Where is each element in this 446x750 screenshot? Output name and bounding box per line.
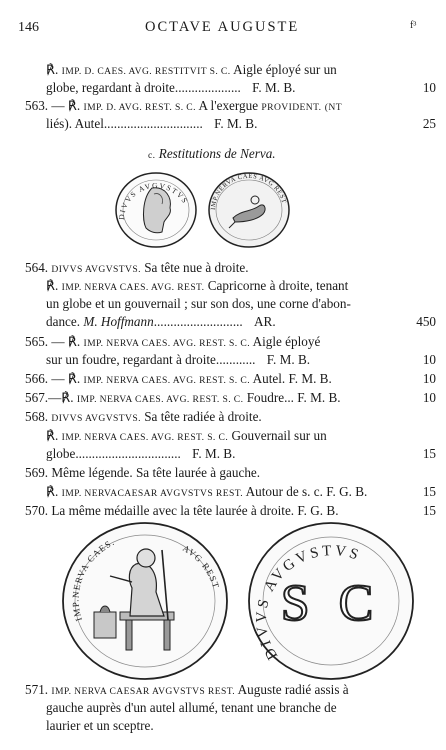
entry-568-line1 (25, 409, 262, 427)
reverse-mark: ℟. (46, 428, 59, 443)
entry-565-line2 (46, 352, 310, 368)
entry-565-line1 (25, 334, 320, 352)
description: Capricorne à droite, tenant (207, 278, 349, 293)
entry-566 (25, 371, 332, 389)
description: Aigle éployé sur un (233, 62, 337, 77)
price: 10 (422, 371, 436, 386)
price: 15 (422, 484, 436, 499)
price: 15 (422, 503, 436, 518)
description: Sa tête radiée à droite. (144, 409, 262, 424)
description: Gouvernail sur un (231, 428, 327, 443)
description: Autour de s. c. (245, 484, 323, 499)
coin-obverse-top (112, 170, 200, 250)
section-title (148, 146, 276, 164)
page-number: 146 (18, 20, 39, 35)
description: La même médaille avec la tête laurée à droite. (51, 503, 295, 518)
exergue-legend: PROVIDENT. (261, 102, 322, 113)
description: Aigle éployé (252, 334, 321, 349)
coin-legend: IMP. D. CAES. AVG. RESTITVIT S. C. (61, 66, 231, 77)
description: Même légende. Sa tête laurée à gauche. (51, 465, 261, 480)
price: 10 (422, 80, 436, 95)
section-heading: Restitutions de Nerva. (158, 146, 276, 161)
obverse-legend-right-text: AVG REST (180, 543, 222, 591)
reverse-mark: —℟. (48, 390, 74, 405)
obverse-legend-text: DIVVS AVGVSTVS (116, 180, 191, 221)
entry-number: 569. (25, 465, 49, 480)
grade: F. M. B. (266, 352, 311, 367)
entry-number: 568. (25, 409, 49, 424)
coin-legend: IMP. NERVA CAES. AVG. REST. S. C. (83, 375, 250, 386)
price: 15 (422, 446, 436, 461)
entry-568-line2 (46, 428, 327, 446)
coin-legend: IMP. NERVA CAES. AVG. REST. S. C. (61, 432, 229, 443)
reverse-legend-text: DIVVS AVGVSTVS (253, 542, 363, 663)
entry-number: 566. (25, 371, 49, 386)
coin-legend: IMP. NERVA CAESAR AVGVSTVS REST. (51, 686, 236, 697)
coin-reverse-bottom (246, 520, 416, 682)
entry-562-reverse-line1 (46, 62, 337, 80)
reverse-legend-text: IMP.NERVA CAES AVG REST (209, 172, 288, 211)
entry-563-line1 (25, 98, 342, 116)
entry-number: 564. (25, 260, 49, 275)
grade: F. M. B. (288, 371, 332, 386)
reverse-field-text: S C (280, 575, 382, 632)
entry-563-line2 (46, 116, 257, 132)
coin-legend: DIVVS AVGVSTVS. (51, 413, 141, 424)
grade: F. G. B. (297, 503, 339, 518)
coin-legend: IMP. NERVA CAES. AVG. REST. (61, 282, 205, 293)
coin-legend: IMP. NERVACAESAR AVGVSTVS REST. (61, 488, 244, 499)
entry-number: 563. (25, 98, 49, 113)
description: Sa tête nue à droite. (144, 260, 249, 275)
entry-564-line2 (46, 278, 348, 296)
coin-legend: IMP. NERVA CAES. AVG. REST. S. C. (83, 338, 250, 349)
description: globe, regardant à droite (46, 80, 175, 95)
entry-number: 565. (25, 334, 49, 349)
price: 450 (416, 314, 436, 329)
entry-568-line3 (46, 446, 235, 462)
description: globe (46, 446, 76, 461)
entry-571-line2: gauche auprès d'un autel allumé, tenant une branche de (46, 700, 337, 715)
entry-564-line1 (25, 260, 249, 278)
description: A l'exergue (198, 98, 259, 113)
reverse-mark: — ℟. (51, 334, 81, 349)
obverse-legend-left-text: IMP.NERVA CAES. (70, 536, 117, 623)
price: 25 (422, 116, 436, 131)
reverse-mark: ℟. (46, 278, 59, 293)
entry-569-line2 (46, 484, 367, 502)
section-prefix: c. (148, 150, 156, 161)
price: 10 (422, 390, 436, 405)
coin-legend: DIVVS AVGVSTVS. (51, 264, 141, 275)
entry-571-line3: laurier et un sceptre. (46, 718, 154, 733)
dot-leader: ........................... (153, 314, 243, 329)
running-head: OCTAVE AUGUSTE (145, 19, 300, 35)
reverse-mark: — ℟. (51, 371, 81, 386)
grade: F. M. B. (214, 116, 258, 131)
entry-564-line3: un globe et un gouvernail ; sur son dos, une corne d'abon- (46, 296, 351, 311)
dot-leader: .................... (174, 80, 241, 95)
reverse-mark: ℟. (46, 62, 59, 77)
entry-number: 571. (25, 682, 49, 697)
entry-562-reverse-line2 (46, 80, 295, 96)
coin-legend: IMP. NERVA CAES. AVG. REST. S. C. (76, 394, 244, 405)
reverse-mark: ℟. (46, 484, 59, 499)
collection-name: M. Hoffmann (83, 314, 154, 329)
entry-571-line1 (25, 682, 349, 700)
price: 10 (422, 352, 436, 367)
grade: F. M. B. (252, 80, 296, 95)
grade: AR. (254, 314, 276, 329)
grade: F. M. B. (297, 390, 341, 405)
description: Foudre... (246, 390, 294, 405)
coin-legend: IMP. D. AVG. REST. S. C. (83, 102, 196, 113)
description-tail: (NT (324, 102, 342, 113)
description: dance. (46, 314, 81, 329)
coin-reverse-top (205, 170, 293, 250)
coin-obverse-bottom (60, 520, 230, 682)
description: liés). Autel (46, 116, 104, 131)
dot-leader: ................................ (75, 446, 181, 461)
entry-569-line1 (25, 465, 260, 481)
corner-mark: f³ (410, 20, 417, 31)
description: Auguste radié assis à (237, 682, 349, 697)
description: sur un foudre, regardant à droite (46, 352, 216, 367)
grade: F. G. B. (326, 484, 368, 499)
reverse-mark: — ℟. (51, 98, 81, 113)
entry-564-line4 (46, 314, 276, 330)
entry-number: 570. (25, 503, 49, 518)
entry-570 (25, 503, 339, 519)
description: Autel. (252, 371, 286, 386)
entry-number: 567. (25, 390, 49, 405)
dot-leader: .............................. (103, 116, 203, 131)
dot-leader: ............ (215, 352, 256, 367)
entry-567 (25, 390, 341, 408)
grade: F. M. B. (192, 446, 236, 461)
